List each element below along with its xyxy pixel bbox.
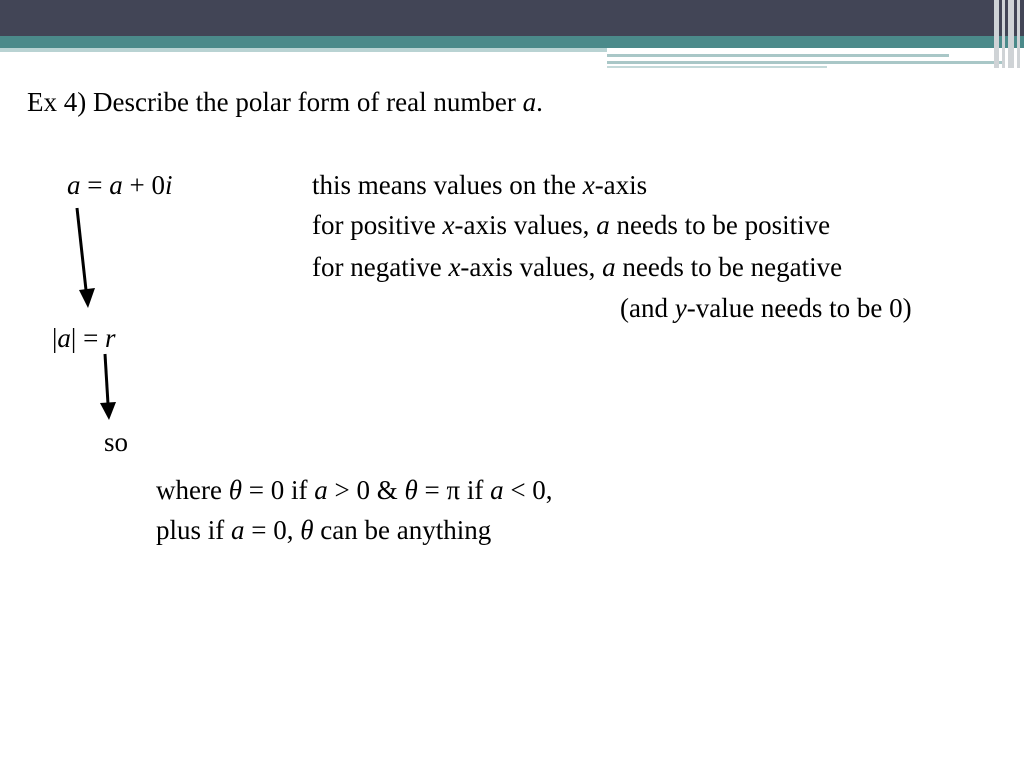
- eq-imag-unit: i: [164, 170, 173, 200]
- theta-symbol: θ: [300, 515, 314, 545]
- note-var: a: [602, 252, 616, 282]
- eq-var: a: [109, 170, 123, 200]
- plus-text: can be anything: [313, 515, 492, 545]
- title-variable: a: [522, 87, 537, 117]
- eq-plus-zero: + 0: [122, 170, 165, 200]
- title-period: .: [536, 87, 543, 117]
- note-text: -axis: [594, 170, 648, 200]
- note-var: y: [674, 293, 687, 323]
- eq-var: a: [314, 475, 328, 505]
- eq-sign: =: [80, 170, 110, 200]
- plus-text: plus if: [156, 515, 232, 545]
- where-text: = 0 if: [241, 475, 315, 505]
- note-var: x: [582, 170, 595, 200]
- eq-var: a: [57, 323, 71, 353]
- plus-text: = 0,: [244, 515, 301, 545]
- theta-symbol: θ: [228, 475, 242, 505]
- arrow-down-icon: [100, 354, 116, 420]
- note-var: a: [596, 210, 610, 240]
- eq-var: r: [105, 323, 116, 353]
- where-text: where: [156, 475, 229, 505]
- note-text: needs to be positive: [609, 210, 831, 240]
- note-text: for negative: [312, 252, 449, 282]
- eq-sign: =: [76, 323, 106, 353]
- where-text: = π if: [417, 475, 491, 505]
- abs-bar: |: [52, 323, 58, 353]
- note-text: (and: [620, 293, 675, 323]
- note-text: -axis values,: [454, 210, 597, 240]
- note-text: -value needs to be 0): [686, 293, 912, 323]
- eq-var: a: [231, 515, 245, 545]
- arrow-down-icon: [77, 208, 95, 308]
- note-text: this means values on the: [312, 170, 583, 200]
- note-text: -axis values,: [460, 252, 603, 282]
- eq-var: a: [490, 475, 504, 505]
- title-text: Ex 4) Describe the polar form of real number: [27, 87, 523, 117]
- so-label: so: [104, 427, 129, 457]
- where-text: > 0 &: [327, 475, 405, 505]
- where-text: < 0,: [503, 475, 553, 505]
- note-text: for positive: [312, 210, 443, 240]
- note-text: needs to be negative: [615, 252, 843, 282]
- note-var: x: [448, 252, 461, 282]
- eq-var: a: [67, 170, 81, 200]
- theta-symbol: θ: [404, 475, 418, 505]
- note-var: x: [442, 210, 455, 240]
- abs-bar: |: [70, 323, 77, 353]
